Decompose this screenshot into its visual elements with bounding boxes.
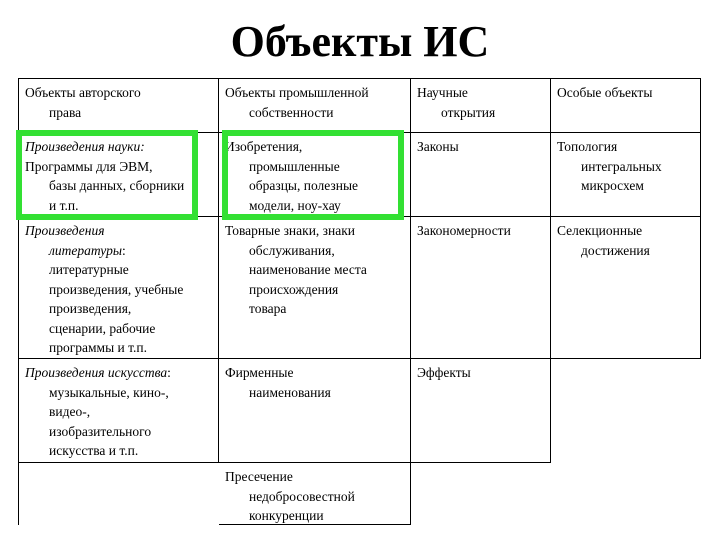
line-text: Топология <box>557 139 618 154</box>
cell-trademarks <box>219 217 411 359</box>
line-text: сценарии, рабочие <box>49 320 156 336</box>
line-text: Законы <box>417 139 459 154</box>
line-text: модели, ноу-хау <box>249 197 341 213</box>
header-copyright <box>19 79 219 133</box>
cell-line <box>557 221 696 241</box>
highlight-frame-inventions <box>222 130 404 220</box>
line-punctuation: : <box>122 242 126 258</box>
header-special-objects <box>551 79 701 133</box>
cell-line <box>225 467 406 487</box>
cell-line <box>25 441 214 461</box>
line-punctuation: : <box>167 365 171 380</box>
page-title: Объекты ИС <box>230 17 490 66</box>
line-text: Эффекты <box>417 365 471 380</box>
cell-line <box>25 241 214 261</box>
line-text: музыкальные, кино-, <box>49 384 169 400</box>
line-text: наименования <box>249 384 331 400</box>
cell-line <box>225 299 406 319</box>
header-line: права <box>49 104 82 120</box>
line-text: товара <box>249 301 287 316</box>
cell-breeding-achievements <box>551 217 701 359</box>
line-text: Изобретения, <box>225 139 303 154</box>
line-text: микросхем <box>581 178 644 193</box>
line-text: Товарные знаки, знаки <box>225 223 355 238</box>
line-text: обслуживания, <box>249 242 335 258</box>
cell-ic-topology <box>551 133 701 217</box>
line-text: Селекционные <box>557 223 643 238</box>
cell-unfair-competition <box>219 463 411 525</box>
line-text: изобразительного <box>49 423 152 439</box>
cell-line <box>225 221 406 241</box>
cell-laws <box>411 133 551 217</box>
line-text: базы данных, сборники <box>49 178 185 193</box>
cell-line <box>557 241 696 261</box>
line-text: интегральных <box>581 158 662 174</box>
cell-line <box>25 402 214 422</box>
line-text: достижения <box>581 242 650 258</box>
cell-line <box>557 157 696 177</box>
line-text: произведения, <box>49 301 132 316</box>
cell-line <box>25 338 214 358</box>
cell-line <box>25 221 214 241</box>
cell-trade-names <box>219 359 411 463</box>
cell-line <box>417 137 546 157</box>
cell-line <box>25 280 214 300</box>
cell-line <box>225 241 406 261</box>
line-text: промышленные <box>249 158 340 174</box>
line-text: образцы, полезные <box>249 178 359 193</box>
line-text: литературные <box>49 262 129 277</box>
cell-effects <box>411 359 551 463</box>
cell-line <box>417 221 546 241</box>
header-industrial-property <box>219 79 411 133</box>
cell-line <box>25 422 214 442</box>
header-line: собственности <box>249 104 334 120</box>
line-text: Фирменные <box>225 365 294 380</box>
line-text: наименование места <box>249 262 367 277</box>
header-line: Особые объекты <box>557 85 653 100</box>
cell-art-works <box>19 359 219 463</box>
cell-line <box>25 363 214 383</box>
cell-regularities <box>411 217 551 359</box>
cell-line <box>417 363 546 383</box>
cell-line <box>25 319 214 339</box>
line-text: и т.п. <box>49 197 79 213</box>
cell-line <box>225 383 406 403</box>
line-text: произведения, учебные <box>49 281 184 297</box>
line-text: Закономерности <box>417 223 511 238</box>
header-line: открытия <box>441 104 496 120</box>
line-text: конкуренции <box>249 508 324 523</box>
line-text: Произведения искусства <box>25 365 168 380</box>
line-text: Произведения науки: <box>25 139 145 154</box>
cell-line <box>225 260 406 280</box>
cell-line <box>225 487 406 507</box>
line-text: программы и т.п. <box>49 340 147 355</box>
cell-line <box>25 260 214 280</box>
line-text: Произведения <box>25 223 105 238</box>
line-text: происхождения <box>249 281 339 297</box>
line-text: искусства и т.п. <box>49 443 139 458</box>
highlight-frame-science-works <box>16 130 198 220</box>
header-scientific-discoveries <box>411 79 551 133</box>
cell-line <box>225 363 406 383</box>
line-text: Пресечение <box>225 469 293 484</box>
cell-line <box>25 383 214 403</box>
cell-line <box>557 176 696 196</box>
line-text: литературы <box>49 242 122 258</box>
cell-line <box>25 299 214 319</box>
line-text: видео-, <box>49 404 91 419</box>
header-line: Объекты промышленной <box>225 85 369 100</box>
cell-line <box>557 137 696 157</box>
header-line: Объекты авторского <box>25 85 141 100</box>
header-line: Научные <box>417 85 468 100</box>
cell-line <box>225 280 406 300</box>
line-text: недобросовестной <box>249 488 355 504</box>
cell-literature-works <box>19 217 219 359</box>
cell-line <box>225 506 406 526</box>
line-text: Программы для ЭВМ, <box>25 158 153 174</box>
